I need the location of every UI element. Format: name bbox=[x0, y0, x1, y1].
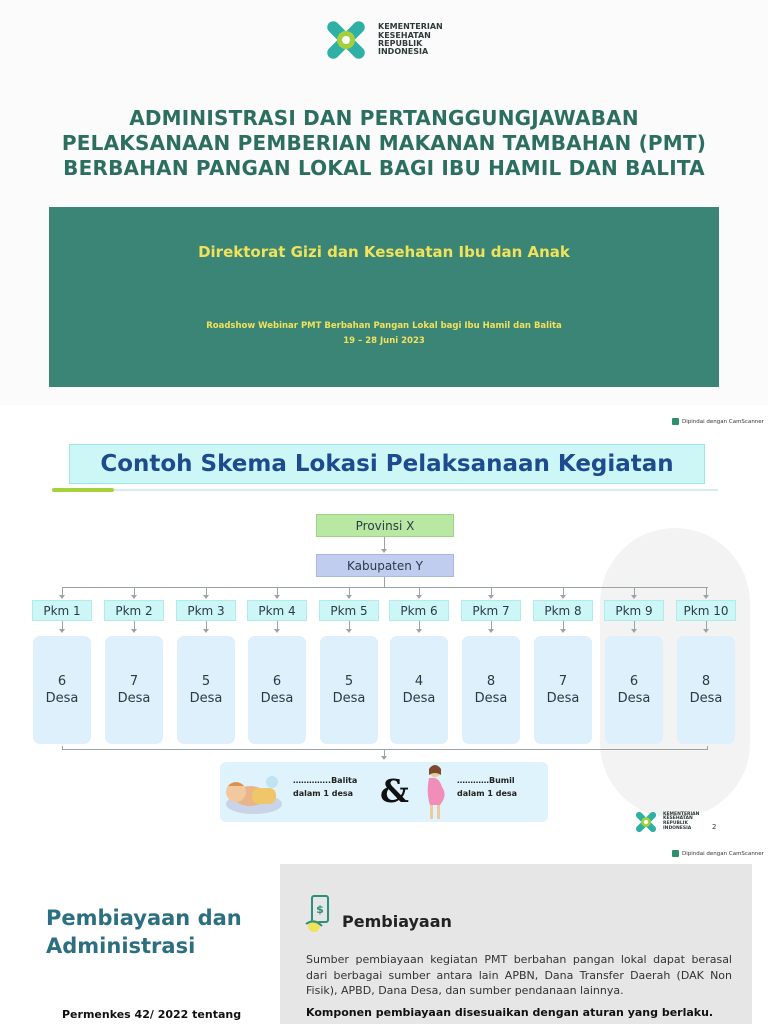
desa-count: 7 bbox=[558, 674, 568, 689]
kemenkes-logo bbox=[320, 14, 443, 66]
desa-unit: Desa bbox=[260, 691, 294, 706]
permenkes-reference: Permenkes 42/ 2022 tentang bbox=[62, 1008, 242, 1021]
financing-body: Sumber pembiayaan kegiatan PMT berbahan pangan lokal dapat berasal dari berbagai sumber antara lain APBN, Dana Transfer Daerah (DAK Non Fisik), APBD, Dana Desa, dan sumber pendanaan lainnya. bbox=[306, 953, 732, 997]
pkm-node: Pkm 8 bbox=[533, 600, 593, 621]
desa-unit: Desa bbox=[689, 691, 723, 706]
arrow-down-icon bbox=[59, 629, 65, 633]
event-info bbox=[49, 319, 719, 349]
desa-unit: Desa bbox=[617, 691, 651, 706]
desa-unit: Desa bbox=[332, 691, 366, 706]
desa-unit: Desa bbox=[45, 691, 79, 706]
svg-text:$: $ bbox=[316, 903, 324, 916]
desa-count: 5 bbox=[344, 674, 354, 689]
pkm-node: Pkm 7 bbox=[461, 600, 521, 621]
desa-unit: Desa bbox=[474, 691, 508, 706]
arrow-down-icon bbox=[346, 629, 352, 633]
kabupaten-node: Kabupaten Y bbox=[316, 554, 454, 577]
pkm-node: Pkm 5 bbox=[319, 600, 379, 621]
pkm-node: Pkm 1 bbox=[32, 600, 92, 621]
arrow-down-icon bbox=[416, 629, 422, 633]
arrow-down-icon bbox=[560, 629, 566, 633]
main-title-line: PELAKSANAAN PEMBERIAN MAKANAN TAMBAHAN (PMT) bbox=[61, 131, 707, 155]
pkm-node: Pkm 4 bbox=[247, 600, 307, 621]
desa-unit: Desa bbox=[402, 691, 436, 706]
arrow-down-icon bbox=[274, 629, 280, 633]
pkm-node: Pkm 9 bbox=[604, 600, 664, 621]
kemenkes-logo-icon bbox=[320, 14, 372, 66]
event-name: Roadshow Webinar PMT Berbahan Pangan Lokal bagi Ibu Hamil dan Balita bbox=[206, 321, 562, 331]
desa-unit: Desa bbox=[546, 691, 580, 706]
money-hand-icon bbox=[304, 894, 338, 934]
event-dates: 19 – 28 Juni 2023 bbox=[343, 336, 425, 346]
arrow-down-icon bbox=[274, 595, 280, 599]
desa-box bbox=[462, 636, 520, 744]
arrow-down-icon bbox=[703, 595, 709, 599]
desa-box bbox=[33, 636, 91, 744]
desa-count: 6 bbox=[272, 674, 282, 689]
ampersand: & bbox=[380, 772, 409, 810]
arrow-down-icon bbox=[381, 549, 387, 553]
directorate-subtitle: Direktorat Gizi dan Kesehatan Ibu dan Anak bbox=[198, 243, 570, 261]
kemenkes-logo-small bbox=[632, 808, 699, 836]
arrow-down-icon bbox=[560, 595, 566, 599]
desa-count: 6 bbox=[629, 674, 639, 689]
desa-unit: Desa bbox=[117, 691, 151, 706]
desa-box bbox=[534, 636, 592, 744]
arrow-down-icon bbox=[131, 629, 137, 633]
connector-line bbox=[62, 749, 708, 750]
balita-label: …………..Balita dalam 1 desa bbox=[293, 776, 358, 798]
subtitle-band bbox=[49, 207, 719, 387]
camscanner-icon bbox=[672, 418, 679, 425]
financing-slide bbox=[0, 842, 768, 1024]
kemenkes-logo-text: KEMENTERIAN KESEHATAN REPUBLIK INDONESIA bbox=[663, 811, 700, 831]
pregnant-woman-icon bbox=[420, 763, 450, 823]
scheme-slide bbox=[0, 408, 768, 838]
provinsi-node: Provinsi X bbox=[316, 514, 454, 537]
connector-line bbox=[62, 587, 708, 588]
kemenkes-logo-text: KEMENTERIAN KESEHATAN REPUBLIK INDONESIA bbox=[378, 22, 443, 57]
connector-line bbox=[384, 577, 385, 587]
arrow-down-icon bbox=[703, 629, 709, 633]
desa-box bbox=[177, 636, 235, 744]
page-number: 2 bbox=[712, 823, 717, 831]
desa-box bbox=[390, 636, 448, 744]
desa-count: 4 bbox=[414, 674, 424, 689]
financing-heading: Pembiayaan bbox=[342, 912, 452, 931]
desa-count: 7 bbox=[129, 674, 139, 689]
arrow-down-icon bbox=[488, 595, 494, 599]
arrow-down-icon bbox=[131, 595, 137, 599]
financing-title: Pembiayaan dan Administrasi bbox=[46, 906, 242, 958]
arrow-down-icon bbox=[203, 595, 209, 599]
main-title-line: ADMINISTRASI DAN PERTANGGUNGJAWABAN bbox=[129, 106, 639, 130]
arrow-down-icon bbox=[381, 756, 387, 760]
camscanner-watermark: Dipindai dengan CamScanner bbox=[672, 850, 764, 857]
bumil-label: …………Bumil dalam 1 desa bbox=[457, 776, 518, 798]
desa-count: 6 bbox=[57, 674, 67, 689]
financing-note: Komponen pembiayaan disesuaikan dengan aturan yang berlaku. bbox=[306, 1006, 714, 1019]
desa-box bbox=[605, 636, 663, 744]
scheme-title: Contoh Skema Lokasi Pelaksanaan Kegiatan bbox=[69, 444, 705, 484]
sleeping-baby-icon bbox=[222, 766, 284, 818]
camscanner-icon bbox=[672, 850, 679, 857]
desa-unit: Desa bbox=[189, 691, 223, 706]
arrow-down-icon bbox=[631, 595, 637, 599]
arrow-down-icon bbox=[203, 629, 209, 633]
main-title-line: BERBAHAN PANGAN LOKAL BAGI IBU HAMIL DAN BALITA bbox=[63, 156, 705, 180]
pkm-node: Pkm 3 bbox=[176, 600, 236, 621]
arrow-down-icon bbox=[488, 629, 494, 633]
desa-box bbox=[105, 636, 163, 744]
pkm-node: Pkm 10 bbox=[676, 600, 736, 621]
main-title bbox=[20, 106, 748, 181]
arrow-down-icon bbox=[346, 595, 352, 599]
desa-box bbox=[248, 636, 306, 744]
title-underline-accent bbox=[52, 488, 114, 492]
kemenkes-logo-icon bbox=[632, 808, 660, 836]
pkm-node: Pkm 6 bbox=[389, 600, 449, 621]
title-underline bbox=[52, 489, 718, 491]
desa-box bbox=[677, 636, 735, 744]
financing-panel bbox=[280, 864, 752, 1024]
desa-box bbox=[320, 636, 378, 744]
camscanner-watermark: Dipindai dengan CamScanner bbox=[672, 418, 764, 425]
desa-count: 5 bbox=[201, 674, 211, 689]
arrow-down-icon bbox=[59, 595, 65, 599]
pkm-node: Pkm 2 bbox=[104, 600, 164, 621]
title-slide bbox=[0, 0, 768, 405]
arrow-down-icon bbox=[416, 595, 422, 599]
desa-count: 8 bbox=[701, 674, 711, 689]
desa-count: 8 bbox=[486, 674, 496, 689]
arrow-down-icon bbox=[631, 629, 637, 633]
